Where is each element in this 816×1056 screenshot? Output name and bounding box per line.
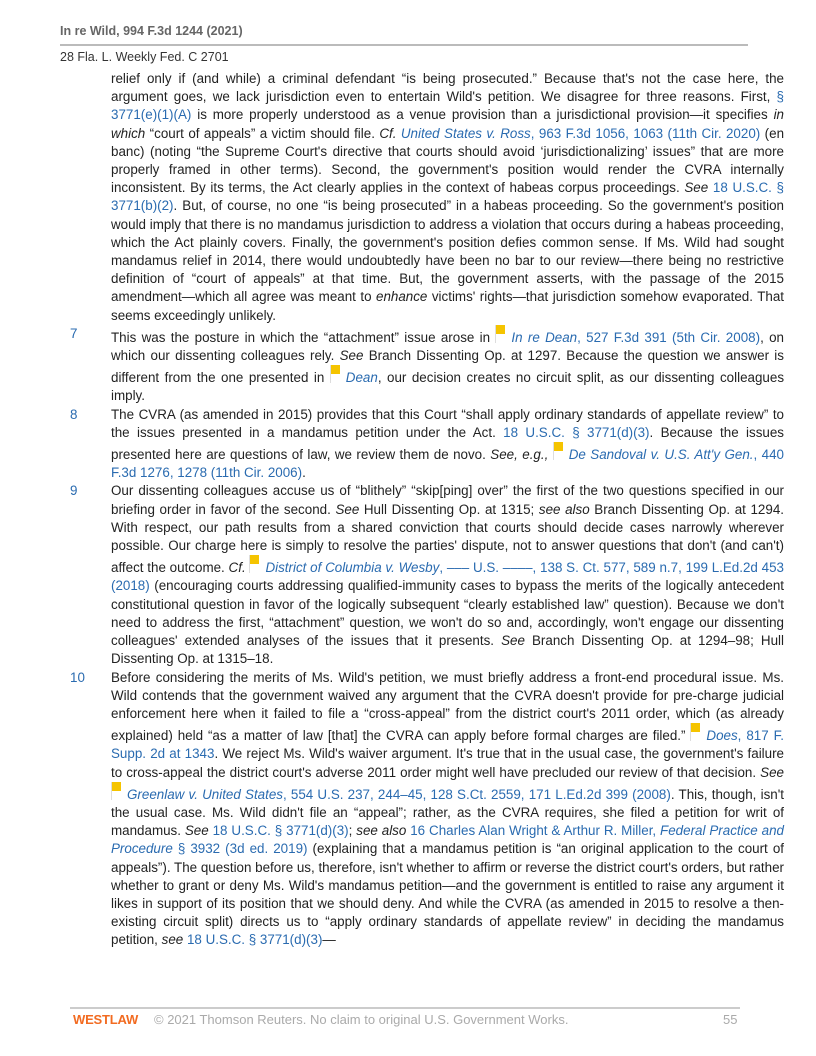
text: (explaining that a mandamus petition is “an original application to the court of appeals”). The question before us, therefore, isn't whether to affirm or reverse the district court's orders, but rather whether to grant or deny Ms. Wild's mandamus petition—and the government is entitled to raise any argument it likes in support of its position that we should deny. And while the CVRA (as amended in 2015 to resolve a then-existing circuit split) directs us to “apply ordinary standards of appellate review” in deciding the mandamus petition, xyxy=(111,841,784,948)
citation-link[interactable]: , 527 F.3d 391 (5th Cir. 2008) xyxy=(577,329,761,345)
text: . xyxy=(302,465,306,481)
yellow-flag-icon[interactable] xyxy=(330,365,343,385)
italic-text: See xyxy=(335,501,360,517)
citation-link[interactable]: , ––– U.S. ––––, 138 S. Ct. 577, 589 n.7, 199 L.Ed.2d 453 (2018) xyxy=(111,560,784,594)
text: Hull Dissenting Op. at 1315; xyxy=(359,501,539,517)
citation-link[interactable]: 18 U.S.C. § 3771(d)(3) xyxy=(503,424,650,440)
italic-text: See xyxy=(184,823,209,839)
text: — xyxy=(322,932,336,948)
citation-link[interactable]: District of Columbia v. Wesby xyxy=(265,560,440,576)
citation-link[interactable]: Federal Practice and Procedure xyxy=(111,823,784,857)
footnote-7 xyxy=(70,325,784,406)
footnote-10 xyxy=(70,669,784,950)
italic-text: See xyxy=(339,348,364,364)
footer-divider xyxy=(70,1007,740,1009)
citation-link[interactable]: Does xyxy=(706,728,738,744)
document-title: In re Wild, 994 F.3d 1244 (2021) xyxy=(60,24,243,38)
citation-link[interactable]: 16 Charles Alan Wright & Arthur R. Miller, xyxy=(410,823,661,839)
text: is more properly understood as a venue provision than a jurisdictional provision—it specifies xyxy=(191,107,774,123)
yellow-flag-icon[interactable] xyxy=(495,325,508,345)
yellow-flag-icon[interactable] xyxy=(111,782,124,802)
citation-link[interactable]: Dean xyxy=(345,370,378,386)
italic-text: see also xyxy=(538,501,590,517)
citation-link[interactable]: , 963 F.3d 1056, 1063 (11th Cir. 2020) xyxy=(530,125,761,141)
westlaw-logo: WESTLAW xyxy=(73,1012,139,1027)
page-number: 55 xyxy=(723,1012,738,1027)
italic-text: see xyxy=(161,932,184,948)
italic-text: See xyxy=(501,633,525,649)
document-citation: 28 Fla. L. Weekly Fed. C 2701 xyxy=(60,50,229,64)
text: Our dissenting colleagues accuse us of “blithely” “skip[ping] over” the first of the two questions specified in our briefing order in favor of the second. xyxy=(111,483,784,517)
italic-text: Cf. xyxy=(228,560,246,576)
italic-text: enhance xyxy=(376,289,428,305)
text: , on which our dissenting colleagues rely. xyxy=(111,329,784,364)
italic-text: in which xyxy=(111,107,784,141)
italic-text: See, e.g., xyxy=(490,447,549,463)
citation-link[interactable]: United States v. Ross xyxy=(400,125,531,141)
text: This was the posture in which the “attachment” issue arose in xyxy=(111,329,496,345)
citation-link[interactable]: 18 U.S.C. § 3771(b)(2) xyxy=(111,180,785,214)
text: (encouraging courts addressing qualified-immunity cases to bypass the merits of the logically antecedent constitutional question in favor of the logically subsequent “clearly established law” question). Because we don't need to address the first, “attachment” question, we won't do so and, accordingly, won't engage our dissenting colleagues' extended analyses of the issues that it presents. xyxy=(111,578,784,649)
yellow-flag-icon[interactable] xyxy=(249,555,262,575)
text: Branch Dissenting Op. at 1294. With respect, our path results from a shared conviction that courts should decide cases narrowly wherever possible. Our charge here is simply to resolve the parties' dispute, not to answer questions that don't (and can't) affect the outcome. xyxy=(111,501,784,576)
footnote-number-link[interactable]: 8 xyxy=(70,406,78,422)
yellow-flag-icon[interactable] xyxy=(553,442,566,462)
text: The CVRA (as amended in 2015) provides that this Court “shall apply ordinary standards of appellate review” to the issues presented in a mandamus petition under the Act. xyxy=(111,406,784,440)
text: . But, of course, no one “is being prosecuted” in a habeas proceeding. So the government's position would imply that there is no mandamus jurisdiction to address a violation that occurs during a habeas proceeding, which the Act plainly covers. Finally, the government's position defies common sense. If Ms. Wild had sought mandamus relief in 2014, there would undoubtedly have been no bar to our review—there being no restrictive definition of “court of appeals” at that time. But, the government asserts, with the passage of the 2015 amendment—which all agree was meant to xyxy=(111,198,784,305)
citation-link[interactable]: 18 U.S.C. § 3771(d)(3) xyxy=(186,932,323,948)
text: Branch Dissenting Op. at 1297. Because the question we answer is different from the one presented in xyxy=(111,348,784,386)
citation-link[interactable]: § 3771(e)(1)(A) xyxy=(111,89,784,123)
paragraph-continued xyxy=(70,70,784,325)
opinion-footnotes xyxy=(70,70,784,950)
citation-link[interactable]: 18 U.S.C. § 3771(d)(3) xyxy=(212,823,349,839)
text: “court of appeals” a victim should file. xyxy=(145,125,380,141)
text: , our decision creates no circuit split, as our dissenting colleagues imply. xyxy=(111,370,785,404)
text: victims' rights—that jurisdiction somehow evaporated. That seems exceedingly unlikely. xyxy=(111,289,784,323)
footnote-number-link[interactable]: 7 xyxy=(70,325,78,341)
text: Before considering the merits of Ms. Wild's petition, we must briefly address a front-end procedural issue. Ms. Wild contends that the government waived any argument that the CVRA doesn't provide for pre-charge judicial enforcement here when it failed to file a “cross-appeal” from the district court's 2011 order, which (as already explained) held “as a matter of law [that] the CVRA can apply before formal charges are filed.” xyxy=(111,669,784,744)
citation-link[interactable]: De Sandoval v. U.S. Att'y Gen. xyxy=(568,447,754,463)
text: relief only if (and while) a criminal defendant “is being prosecuted.” Because that's not the case here, the argument goes, we lack jurisdiction even to entertain Wild's petition. We disagree for three reasons. First, xyxy=(111,71,784,105)
citation-link[interactable]: , 440 F.3d 1276, 1278 (11th Cir. 2006) xyxy=(111,447,784,481)
yellow-flag-icon[interactable] xyxy=(690,723,703,743)
footnote-number-link[interactable]: 10 xyxy=(70,669,85,685)
italic-text: Cf. xyxy=(379,125,401,141)
citation-link[interactable]: In re Dean xyxy=(511,329,578,345)
copyright-notice: © 2021 Thomson Reuters. No claim to original U.S. Government Works. xyxy=(154,1012,569,1027)
text: Branch Dissenting Op. at 1294–98; Hull Dissenting Op. at 1315–18. xyxy=(111,633,784,667)
italic-text: See xyxy=(760,764,784,780)
citation-link[interactable]: Greenlaw v. United States xyxy=(127,786,283,802)
italic-text: see also xyxy=(356,823,407,839)
text: . Because the issues presented here are questions of law, we review them de novo. xyxy=(111,424,784,463)
italic-text: See xyxy=(684,180,713,196)
header-divider xyxy=(60,44,748,46)
text: . We reject Ms. Wild's waiver argument. It's true that in the usual case, the government's failure to cross-appeal the district court's adverse 2011 order might well have precluded our review of that decision. xyxy=(111,746,784,780)
citation-link[interactable]: , 817 F. Supp. 2d at 1343 xyxy=(111,728,784,762)
footnote-8 xyxy=(70,406,784,483)
text: ; xyxy=(348,823,357,839)
footnote-number-link[interactable]: 9 xyxy=(70,483,78,499)
citation-link[interactable]: , 554 U.S. 237, 244–45, 128 S.Ct. 2559, 171 L.Ed.2d 399 (2008) xyxy=(282,786,671,802)
text: . This, though, isn't the usual case. Ms. Wild didn't file an “appeal”; rather, as the CVRA requires, she filed a petition for writ of mandamus. xyxy=(111,786,784,839)
text: (en banc) (noting “the Supreme Court's directive that courts should avoid ‘jurisdictionalizing’ issues” that are more properly framed in other terms). Second, the government's position would render the CVRA internally inconsistent. By its terms, the Act clearly applies in the context of habeas corpus proceedings. xyxy=(111,125,785,196)
citation-link[interactable]: § 3932 (3d ed. 2019) xyxy=(172,841,308,857)
footnote-9 xyxy=(70,482,784,668)
